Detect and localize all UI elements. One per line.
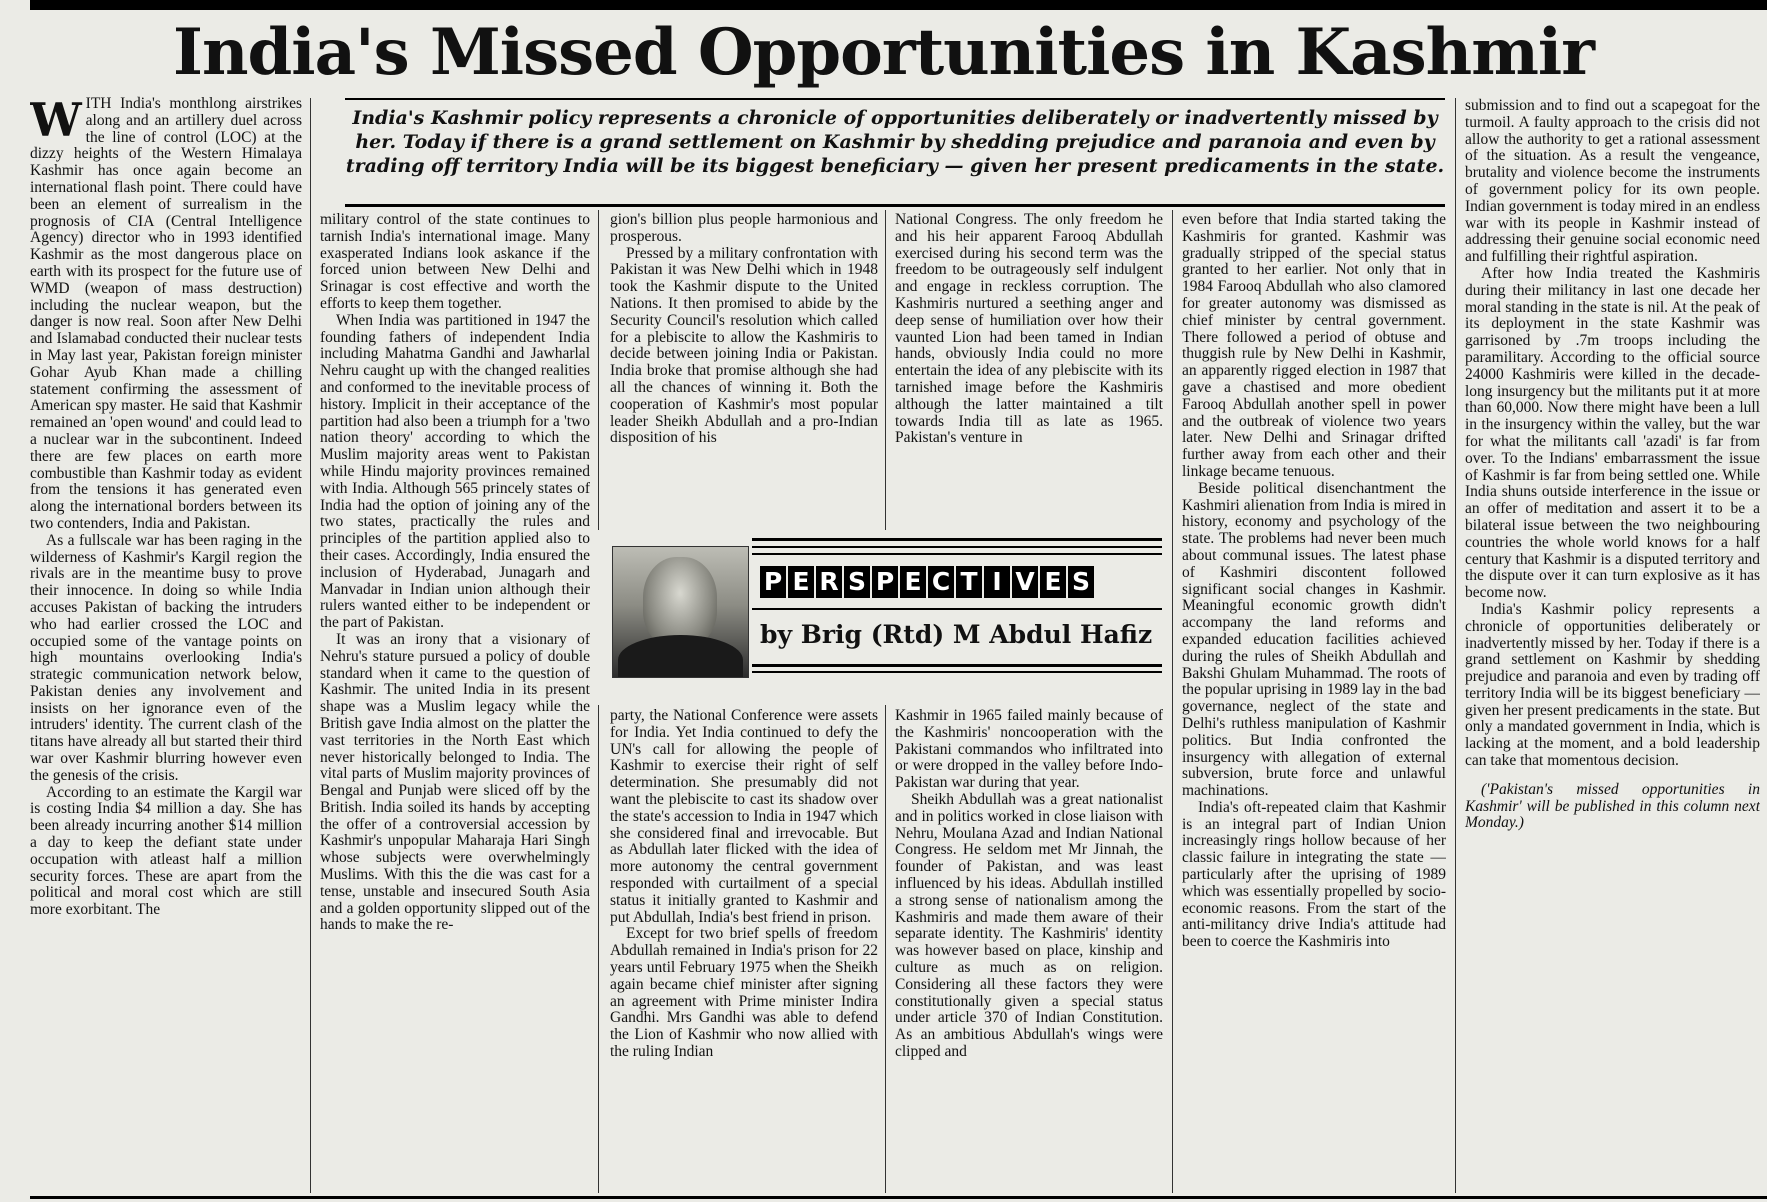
standfirst-bottom-rule [345,204,1445,207]
article-paragraph: submission and to find out a scapegoat for the turmoil. A faulty approach to the crisis did not allow the authority to get a rational assessment of the situation. As a result the vengeance, brutality and violence become the instruments of government policy for its own people. Indian government is today mired in an endless war with its people in Kashmir instead of addressing their genuine social economic need and fulfilling their rightful aspiration. [1465,98,1760,266]
article-paragraph: party, the National Conference were assets for India. Yet India continued to defy the UN's call for allowing the people of Kashmir to exercise their right of self determination. She presumably did not want the plebiscite to cast its shadow over the state's accession to India in 1947 which she considered final and irrevocable. But as Abdullah later flicked with the idea of more autonomy the central government responded with curtailment of a special status it initially granted to Kashmir and put Abdullah, India's best friend in prison. [610,708,878,926]
box-rule [752,553,1162,555]
author-photo [612,546,749,678]
article-column-4-bottom [895,708,1163,1190]
top-rule [30,0,1767,10]
drop-cap: W [30,96,82,147]
article-column-6 [1465,98,1760,1190]
article-column-3-bottom [610,708,878,1190]
box-rule [752,608,1162,610]
standfirst: India's Kashmir policy represents a chronicle of opportunities deliberately or inadvertently missed by her. Today if there is a grand settlement on Kashmir by shedding prejudice and paranoia and even by trading off territory India will be its biggest beneficiary — given her present predicaments in the state. [345,107,1445,177]
article-paragraph: After how India treated the Kashmiris during their militancy in last one decade her moral standing in the state is nil. At the peak of its deployment in the state Kashmir was garrisoned by .7m troops including the paramilitary. According to the official source 24000 Kashmiris were killed in the decade-long insurgency but the militants put it at more than 60,000. Now there might have been a lull in the insurgency within the valley, but the war for what the militants call 'azadi' is far from over. To the Indians' embarrassment the issue of Kashmir is far from being settled one. While India shuns outside interference in the issue or an offer of meditation and assert it to be a bilateral issue between the two neighbouring countries the whole world knows for a half century that Kashmir is a disputed territory and the dispute over it can turn explosive as it has become now. [1465,264,1760,602]
column-rule [885,210,886,530]
article-paragraph: According to an estimate the Kargil war is costing India $4 million a day. She has been already incurring another $14 million a day to keep the defiant state under occupation with atleast half a million security forces. These are apart from the political and moral cost which are still more exorbitant. The [30,783,302,919]
article-column-5 [1182,212,1446,1190]
article-column-3-top [610,212,878,530]
article-paragraph: Except for two brief spells of freedom Abdullah remained in India's prison for 22 years until February 1975 when the Sheikh again became chief minister after signing an agreement with Prime minister Indira Gandhi. Mrs Gandhi was able to defend the Lion of Kashmir who now allied with the ruling Indian [610,925,878,1060]
article-paragraph: As a fullscale war has been raging in the wilderness of Kashmir's Kargil region the rivals are in the meantime busy to prove their innocence. In doing so while India accuses Pakistan of backing the intruders who had earlier crossed the LOC and occupied some of the vantage points on high mountains overlooking India's strategic communication network below, Pakistan denies any involvement and insists on her ignorance even of the intruders' identity. The current clash of the titans have already all but started their third war over Kashmir blurring however even the genesis of the crisis. [30,531,302,784]
article-paragraph: It was an irony that a visionary of Nehru's stature pursued a policy of double standard when it came to the question of Kashmir. The united India in its present shape was a Muslim legacy while the British gave India almost on the platter the vast territories in the North East which never historically belonged to India. The vital parts of Muslim majority provinces of Bengal and Punjab were sliced off by the British. India soiled its hands by accepting the offer of a controversial accession by Kashmir's unpopular Maharaja Hari Singh whose subjects were overwhelmingly Muslims. With this the die was cast for a tense, unstable and insecured South Asia and a golden opportunity slipped out of the hands to make the re- [320,630,590,934]
article-paragraph: National Congress. The only freedom he and his heir apparent Farooq Abdullah exercised during his second term was the freedom to be outrageously self indulgent and engage in reckless corruption. The Kashmiris nurtured a seething anger and deep sense of humiliation over how their vaunted Lion had been tamed in Indian hands, obviously India could no more entertain the idea of any plebiscite with its tarnished image before the Kashmiris although the latter maintained a tilt towards India till as late as 1965. Pakistan's venture in [895,212,1163,447]
headline: India's Missed Opportunities in Kashmir [173,15,1594,90]
article-paragraph: WITH India's monthlong airstrikes along and an artillery duel across the line of control (LOC) at the dizzy heights of the Western Himalaya Kashmir has once again become an international flash point. There could have been an element of surrealism in the prognosis of CIA (Central Intelligence Agency) director who in 1993 identified Kashmir as the most dangerous place on earth with its prospect for the future use of WMD (weapon of mass destruction) including the nuclear weapon, but the danger is now real. Soon after New Delhi and Islamabad conducted their nuclear tests in May last year, Pakistan foreign minister Gohar Ayub Khan made a chilling statement confirming the assessment of American spy master. He said that Kashmir remained an 'open wound' and could lead to a nuclear war in the subcontinent. Indeed there are few places on earth more combustible than Kashmir today as evident from the tensions it has generated even along the international borders between its two contenders, India and Pakistan. [30,96,302,532]
article-column-2 [320,212,590,1190]
column-rule [598,210,599,530]
article-column-4-top [895,212,1163,530]
column-title: P E R S P E C T I V E S [760,566,1094,598]
box-rule [752,664,1162,667]
bottom-rule [30,1196,1767,1199]
box-rule [752,538,1162,541]
box-rule [752,671,1162,673]
column-rule [885,705,886,1193]
column-rule [1172,210,1173,1193]
byline: by Brig (Rtd) M Abdul Hafiz [760,620,1153,649]
article-paragraph: gion's billion plus people harmonious and prosperous. [610,212,878,245]
column-rule [1455,98,1456,1193]
article-paragraph: India's Kashmir policy represents a chronicle of opportunities deliberately or inadvertently missed by her. Today if there is a grand settlement on Kashmir by shedding prejudice and paranoia and even by trading off territory India will be its biggest beneficiary — given her present predicaments in the state. But only a mandated government in India, which is lacking at the moment, and a bold leadership can take that momentous decision. [1465,600,1760,770]
next-column-note: ('Pakistan's missed opportunities in Kashmir' will be published in this column next Monday.) [1465,780,1760,832]
column-rule [310,98,311,1193]
article-paragraph: Beside political disenchantment the Kashmiri alienation from India is mired in history, economy and psychology of the state. The problems had never been much about communal issues. The latest phase of Kashmiri discontent followed significant social changes in Kashmir. Meaningful economic growth didn't accompany the land reforms and expanded education facilities achieved during the rules of Sheikh Abdullah and Bakshi Ghulam Muhammad. The roots of the popular uprising in 1989 lay in the bad governance, neglect of the state and Delhi's ruthless manipulation of Kashmir politics. But India confronted the insurgency with allegation of external subversion, brute force and unlawful machinations. [1182,479,1446,800]
article-paragraph: military control of the state continues to tarnish India's international image. Many exasperated Indians look askance if the forced union between New Delhi and Srinagar is cost effective and worth the efforts to keep them together. [320,212,590,312]
article-column-1 [30,96,302,1190]
article-paragraph: even before that India started taking the Kashmiris for granted. Kashmir was gradually stripped of the special status granted to her earlier. Not only that in 1984 Farooq Abdullah who also clamored for greater autonomy was dismissed as chief minister by central government. There followed a period of obtuse and thuggish rule by New Delhi in Kashmir, an apparently rigged election in 1987 that gave a chastised and more obedient Farooq Abdullah another spell in power and the outbreak of violence two years later. New Delhi and Srinagar drifted further away from each other and their linkage became tenuous. [1182,212,1446,480]
article-paragraph: India's oft-repeated claim that Kashmir is an integral part of Indian Union increasingly rings hollow because of her classic failure in integrating the state — particularly after the uprising of 1989 which was essentially propelled by socio-economic reasons. From the start of the anti-militancy drive India's attitude had been to coerce the Kashmiris into [1182,798,1446,951]
article-paragraph: Sheikh Abdullah was a great nationalist and in politics worked in close liaison with Nehru, Moulana Azad and Indian National Congress. He seldom met Mr Jinnah, the founder of Pakistan, and was least influenced by his ideas. Abdullah instilled a strong sense of nationalism among the Kashmiris and made them aware of their separate identity. The Kashmiris' identity was however based on place, kinship and culture as much as on religion. Considering all these factors they were constitutionally given a special status under article 370 of Indian Constitution. As an ambitious Abdullah's wings were clipped and [895,790,1163,1060]
article-paragraph: When India was partitioned in 1947 the founding fathers of independent India including Mahatma Gandhi and Jawharlal Nehru caught up with the changed realities and conformed to the inevitable process of history. Implicit in their acceptance of the partition had also been a triumph for a 'two nation theory' according to which the Muslim majority areas went to Pakistan while Hindu majority provinces remained with India. Although 565 princely states of India had the option of joining any of the two states, practically the rules and principles of the partition applied also to their cases. Accordingly, India ensured the inclusion of Hyderabad, Junagarh and Manvadar in Indian union although their rulers wanted either to be independent or the part of Pakistan. [320,311,590,632]
column-rule [598,705,599,1193]
article-paragraph: Pressed by a military confrontation with Pakistan it was New Delhi which in 1948 took the Kashmir dispute to the United Nations. It then promised to abide by the Security Council's resolution which called for a plebiscite to allow the Kashmiris to decide between joining India or Pakistan. India broke that promise although she had all the chances of winning it. Both the cooperation of Kashmir's most popular leader Sheikh Abdullah and a pro-Indian disposition of his [610,244,878,447]
box-rule [752,546,1162,548]
perspectives-box [612,538,1164,680]
article-paragraph: Kashmir in 1965 failed mainly because of the Kashmiris' noncooperation with the Pakistani commandos who infiltrated into or were dropped in the valley before Indo-Pakistan war during that year. [895,708,1163,792]
